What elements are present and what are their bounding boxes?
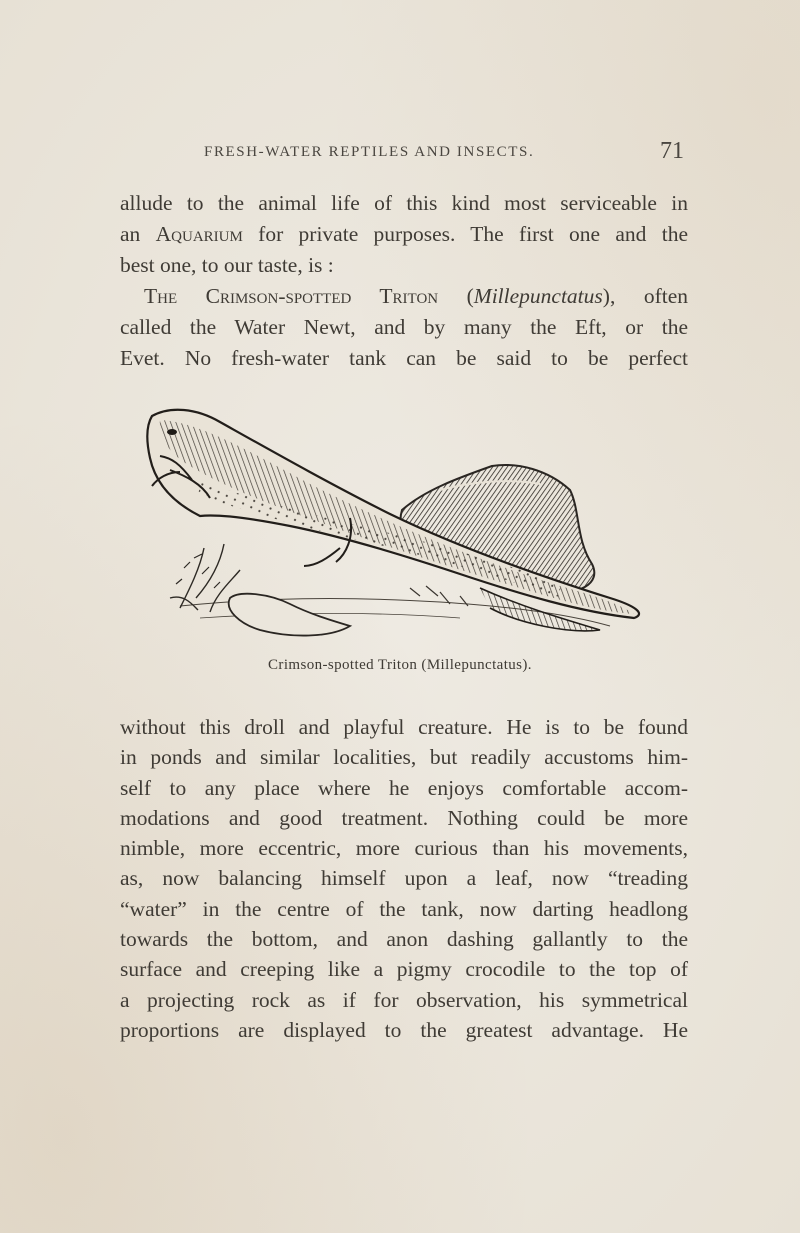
species-name: Millepunctatus: [473, 284, 603, 308]
text-line: nimble, more eccentric, more curious than his movements,: [120, 836, 688, 861]
text-line: Evet. No fresh-water tank can be said to be perfect: [120, 346, 688, 370]
text-line: a projecting rock as if for observation, his symmetrical: [120, 987, 688, 1012]
text-run: an: [120, 222, 141, 246]
small-caps-term: Aquarium: [155, 222, 243, 246]
text-line: [120, 281, 688, 312]
text-run: for private purposes. The first one and the: [258, 222, 688, 246]
text-line: self to any place where he enjoys comfortable accom-: [120, 775, 688, 800]
text-line: in ponds and similar localities, but readily accustoms him-: [120, 745, 688, 770]
small-caps-term: The Crimson-spotted Triton: [144, 284, 439, 308]
text-line: called the Water Newt, and by many the Eft, or the: [120, 315, 688, 339]
text-line: modations and good treatment. Nothing could be more: [120, 805, 688, 830]
page-number: 71: [660, 138, 684, 164]
running-title: FRESH-WATER REPTILES AND INSECTS.: [204, 144, 535, 160]
text-line: without this droll and playful creature. He is to be found: [120, 715, 688, 739]
text-line: allude to the animal life of this kind most serviceable in: [120, 191, 688, 215]
text-line: as, now balancing himself upon a leaf, now “treading: [120, 866, 688, 891]
text-line: towards the bottom, and anon dashing gallantly to the: [120, 927, 688, 952]
text-line: [120, 219, 688, 250]
paragraph-intro: [120, 188, 688, 374]
text-line: “water” in the centre of the tank, now darting headlong: [120, 896, 688, 921]
figure-caption: Crimson-spotted Triton (Millepunctatus).: [268, 657, 532, 673]
paragraph-body: [120, 712, 688, 1045]
running-head: [120, 136, 688, 170]
newt-illustration: [140, 398, 650, 648]
text-line: best one, to our taste, is :: [120, 253, 334, 277]
text-run: (: [466, 284, 474, 308]
text-line: proportions are displayed to the greatest advantage. He: [120, 1017, 688, 1042]
text-line: surface and creeping like a pigmy crocodile to the top of: [120, 957, 688, 982]
text-run: ), often: [602, 284, 688, 308]
